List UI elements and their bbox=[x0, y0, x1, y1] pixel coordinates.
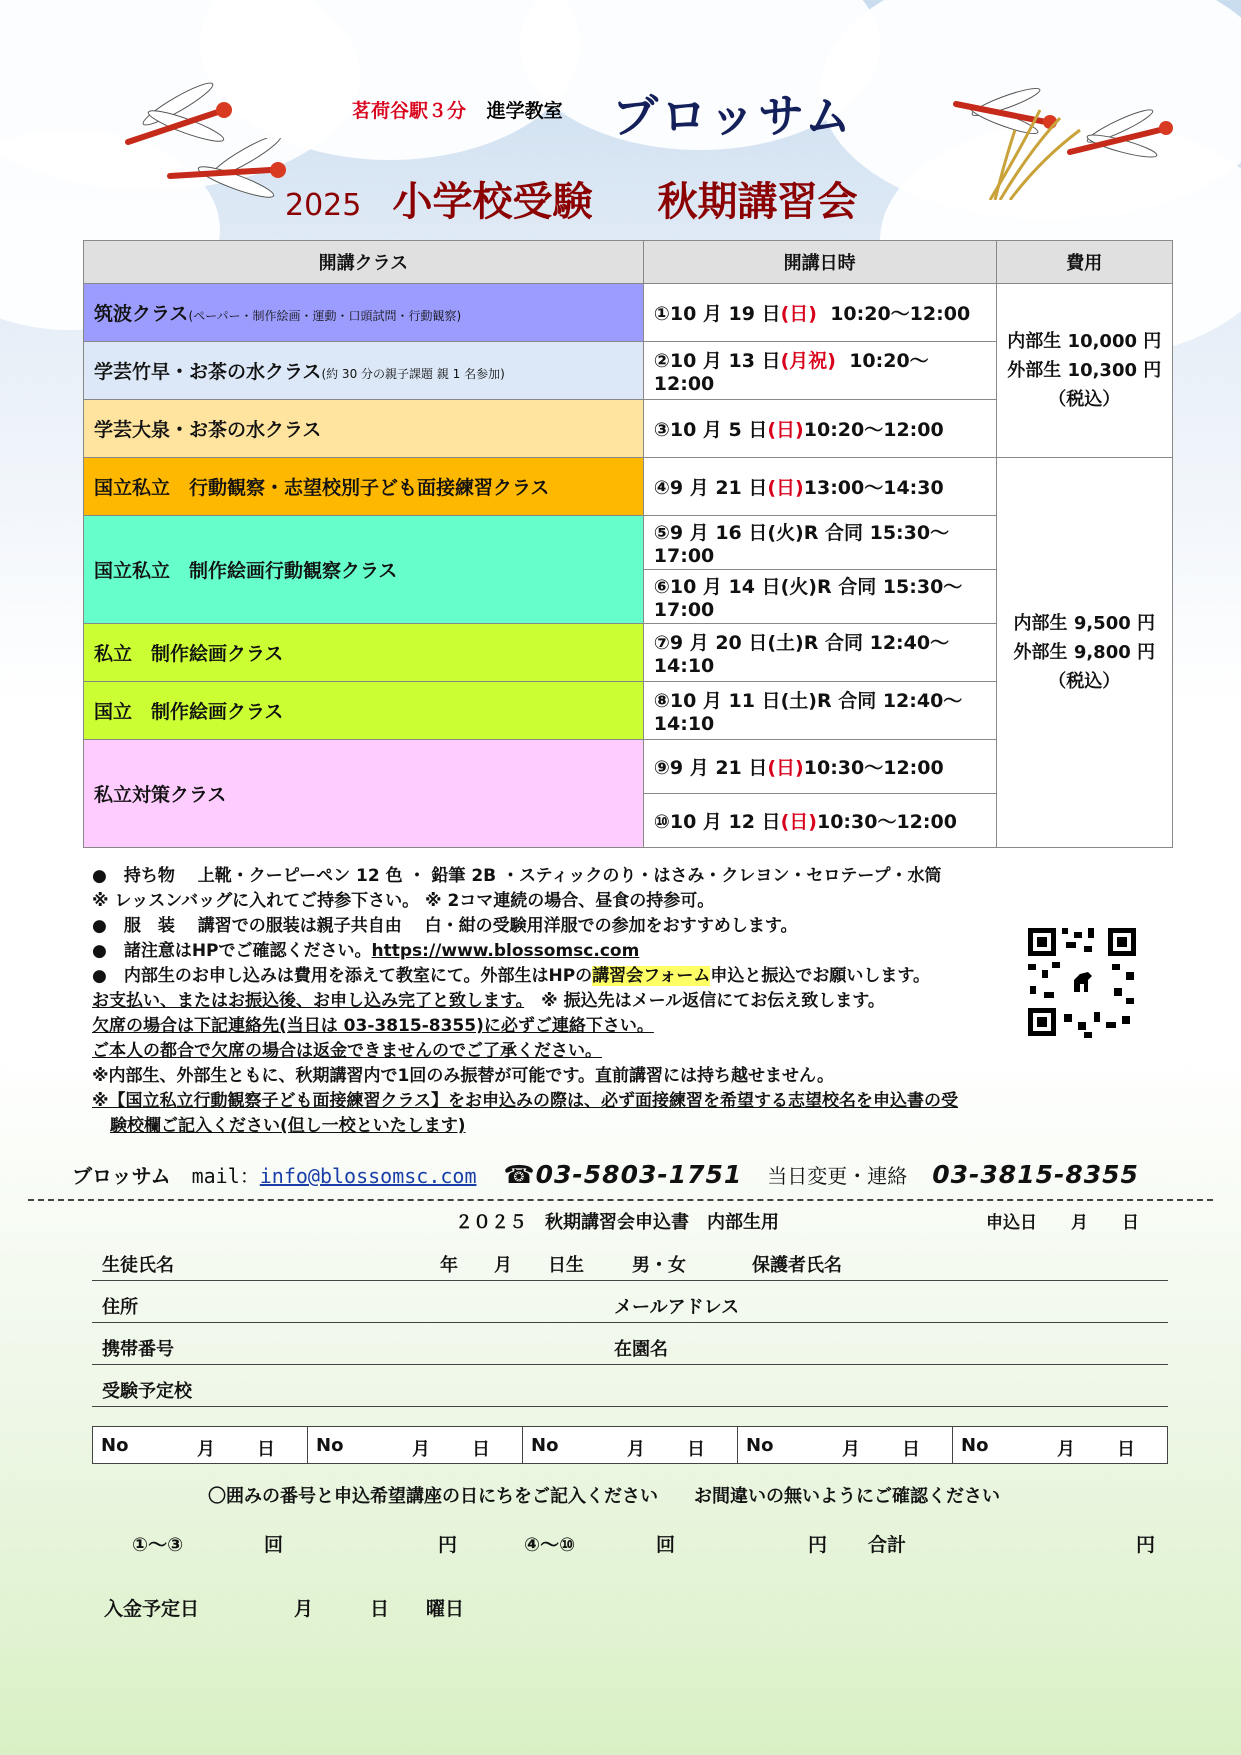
date-cell: ⑦9 月 20 日(土)R 合同 12:40～14:10 bbox=[643, 624, 996, 682]
form-row-student bbox=[92, 1250, 1168, 1281]
guardian-label: 保護者氏名 bbox=[752, 1255, 842, 1276]
target-school-label: 受験予定校 bbox=[102, 1381, 192, 1402]
note-payment: お支払い、またはお振込後、お申し込み完了と致します。 ※ 振込先はメール返信にてお伝え致します。 bbox=[92, 991, 885, 1011]
schedule-table bbox=[83, 240, 1173, 848]
dragonfly-icon bbox=[1060, 108, 1180, 168]
range2-label: ④～⑩ bbox=[524, 1534, 576, 1556]
class-cell: 私立 制作絵画クラス bbox=[84, 624, 644, 682]
note-interview: ※【国立私立行動観察子ども面接練習クラス】をお申込みの際は、必ず面接練習を希望する志望校名を申込書の受 bbox=[92, 1091, 959, 1111]
form-link[interactable]: 講習会フォーム bbox=[592, 966, 711, 986]
apply-date: 申込日 月 日 bbox=[986, 1213, 1139, 1233]
notes-section bbox=[92, 864, 958, 1139]
page-title bbox=[285, 170, 858, 227]
form-row-school bbox=[92, 1376, 1168, 1407]
fee-cell: 内部生 10,000 円 外部生 10,300 円 （税込） bbox=[996, 284, 1172, 458]
course-number-cell[interactable]: No 月 日 bbox=[523, 1427, 738, 1464]
class-cell: 筑波クラス(ペーパー・制作絵画・運動・口頭試問・行動観察) bbox=[84, 284, 644, 342]
brand-title: ブロッサム bbox=[612, 89, 854, 143]
course-number-cell[interactable]: No 月 日 bbox=[738, 1427, 953, 1464]
cut-line bbox=[28, 1199, 1213, 1201]
header-date: 開講日時 bbox=[643, 241, 996, 284]
date-cell: ②10 月 13 日(月祝) 10:20～12:00 bbox=[643, 342, 996, 400]
table-row bbox=[84, 458, 1173, 516]
contact-name: ブロッサム bbox=[72, 1164, 171, 1188]
course-number-cell[interactable]: No 月 日 bbox=[308, 1427, 523, 1464]
class-cell: 国立私立 制作絵画行動観察クラス bbox=[84, 516, 644, 624]
header-fee: 費用 bbox=[996, 241, 1172, 284]
note-transfer: ※内部生、外部生ともに、秋期講習内で1回のみ振替が可能です。直前講習には持ち越せません。 bbox=[92, 1066, 835, 1086]
yen1-label: 円 bbox=[438, 1534, 458, 1556]
email-link[interactable]: info@blossomsc.com bbox=[259, 1164, 477, 1188]
pay-month-label: 月 bbox=[294, 1598, 314, 1620]
date-cell: ⑩10 月 12 日(日)10:30～12:00 bbox=[643, 794, 996, 848]
date-cell: ③10 月 5 日(日)10:20～12:00 bbox=[643, 400, 996, 458]
date-cell: ④9 月 21 日(日)13:00～14:30 bbox=[643, 458, 996, 516]
date-cell: ⑤9 月 16 日(火)R 合同 15:30～17:00 bbox=[643, 516, 996, 570]
form-row-mobile bbox=[92, 1334, 1168, 1365]
note-apply: ● 内部生のお申し込みは費用を添えて教室にて。外部生はHPの講習会フォーム申込と振込でお願いします。 bbox=[92, 966, 930, 986]
form-row-address bbox=[92, 1292, 1168, 1323]
contact-line bbox=[72, 1160, 1139, 1189]
yen3-label: 円 bbox=[1136, 1534, 1156, 1556]
form-title: ２０２５ 秋期講習会申込書 内部生用 bbox=[455, 1212, 779, 1233]
form-instruction: 〇囲みの番号と申込希望講座の日にちをご記入ください お間違いの無いようにご確認ください bbox=[208, 1486, 1000, 1507]
date-cell: ⑥10 月 14 日(火)R 合同 15:30～17:00 bbox=[643, 570, 996, 624]
change-label: 当日変更・連絡 bbox=[767, 1164, 908, 1188]
note-belongings: ● 持ち物 上靴・クーピーペン 12 色 ・ 鉛筆 2B ・スティックのり・はさみ・クレヨン・セロテープ・水筒 bbox=[92, 866, 942, 886]
title-sub: 秋期講習会 bbox=[657, 179, 858, 225]
class-cell: 国立私立 行動観察・志望校別子ども面接練習クラス bbox=[84, 458, 644, 516]
pay-day-label: 日 bbox=[370, 1598, 390, 1620]
pay-date-label: 入金予定日 bbox=[104, 1598, 200, 1620]
times1-label: 回 bbox=[264, 1534, 284, 1556]
note-interview-cont: 験校欄ご記入ください(但し一校といたします) bbox=[110, 1116, 466, 1136]
mobile-label: 携帯番号 bbox=[102, 1339, 174, 1360]
date-cell: ⑨9 月 21 日(日)10:30～12:00 bbox=[643, 740, 996, 794]
course-number-table bbox=[92, 1426, 1168, 1464]
header-line bbox=[352, 96, 563, 123]
address-label: 住所 bbox=[102, 1297, 138, 1318]
note-refund: ご本人の都合で欠席の場合は返金できませんのでご了承ください。 bbox=[92, 1041, 602, 1061]
student-name-label: 生徒氏名 bbox=[102, 1255, 174, 1276]
note-absence: 欠席の場合は下記連絡先(当日は 03-3815-8355)に必ずご連絡下さい。 bbox=[92, 1016, 654, 1036]
qr-code-icon[interactable] bbox=[1022, 922, 1142, 1042]
class-cell: 学芸竹早・お茶の水クラス(約 30 分の親子課題 親 1 名参加) bbox=[84, 342, 644, 400]
header-class: 開講クラス bbox=[84, 241, 644, 284]
phone-number: ☎03-5803-1751 bbox=[503, 1160, 743, 1189]
course-number-cell[interactable]: No 月 日 bbox=[93, 1427, 308, 1464]
note-hp: ● 諸注意はHPでご確認ください。https://www.blossomsc.com bbox=[92, 941, 640, 961]
table-row bbox=[84, 284, 1173, 342]
class-cell: 私立対策クラス bbox=[84, 740, 644, 848]
class-cell: 学芸大泉・お茶の水クラス bbox=[84, 400, 644, 458]
table-row bbox=[93, 1427, 1168, 1464]
table-header-row bbox=[84, 241, 1173, 284]
total-label: 合計 bbox=[868, 1534, 907, 1556]
note-bag: ※ レッスンバッグに入れてご持参下さい。 ※ 2コマ連続の場合、昼食の持参可。 bbox=[92, 891, 715, 911]
date-cell: ①10 月 19 日(日) 10:20～12:00 bbox=[643, 284, 996, 342]
yen2-label: 円 bbox=[808, 1534, 828, 1556]
email-label: メールアドレス bbox=[614, 1297, 740, 1318]
school-type-text: 進学教室 bbox=[486, 100, 563, 122]
station-text: 茗荷谷駅３分 bbox=[352, 100, 467, 122]
pay-weekday-label: 曜日 bbox=[426, 1598, 465, 1620]
range1-label: ①～③ bbox=[132, 1534, 184, 1556]
title-year: 2025 bbox=[285, 188, 362, 223]
birth-label: 年 月 日生 bbox=[440, 1255, 584, 1276]
gender-label: 男・女 bbox=[632, 1255, 686, 1276]
course-number-cell[interactable]: No 月 日 bbox=[953, 1427, 1168, 1464]
times2-label: 回 bbox=[656, 1534, 676, 1556]
mail-label: mail： bbox=[191, 1164, 260, 1188]
website-link[interactable]: https://www.blossomsc.com bbox=[371, 941, 640, 961]
title-main: 小学校受験 bbox=[392, 179, 593, 225]
class-cell: 国立 制作絵画クラス bbox=[84, 682, 644, 740]
date-cell: ⑧10 月 11 日(土)R 合同 12:40～14:10 bbox=[643, 682, 996, 740]
note-clothing: ● 服 装 講習での服装は親子共自由 白・紺の受験用洋服での参加をおすすめします。 bbox=[92, 916, 798, 936]
phone-number-2: 03-3815-8355 bbox=[932, 1160, 1139, 1189]
fee-cell: 内部生 9,500 円 外部生 9,800 円 （税込） bbox=[996, 458, 1172, 848]
kindergarten-label: 在園名 bbox=[614, 1339, 668, 1360]
